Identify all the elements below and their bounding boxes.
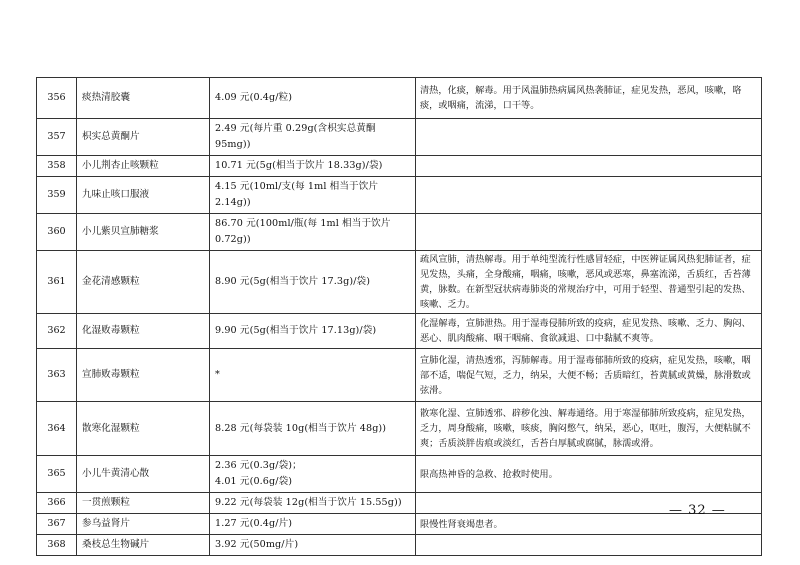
payment-restriction: 化湿解毒，宣肺泄热。用于湿毒侵肺所致的疫病，症见发热、咳嗽、乏力、胸闷、恶心、肌肉酸痛、咽干咽痛、食欲减退、口中黏腻不爽等。 bbox=[416, 314, 762, 349]
table-row bbox=[37, 78, 762, 119]
price-spec: 2.49 元(每片重 0.29g(含枳实总黄酮 95mg)) bbox=[210, 119, 416, 156]
drug-name: 参乌益肾片 bbox=[77, 514, 210, 535]
table-row bbox=[37, 514, 762, 535]
table-row bbox=[37, 214, 762, 251]
payment-restriction bbox=[416, 156, 762, 177]
price-spec: 4.15 元(10ml/支(每 1ml 相当于饮片 2.14g)) bbox=[210, 177, 416, 214]
table-row bbox=[37, 402, 762, 456]
price-spec: 8.28 元(每袋装 10g(相当于饮片 48g)) bbox=[210, 402, 416, 456]
payment-restriction: 宣肺化湿，清热透邪，泻肺解毒。用于湿毒郁肺所致的疫病，症见发热，咳嗽，咽部不适，喘促气短，乏力，纳呆，大便不畅；舌质暗红，苔黄腻或黄燥，脉滑数或弦滑。 bbox=[416, 349, 762, 402]
drug-name: 宣肺败毒颗粒 bbox=[77, 349, 210, 402]
row-number: 368 bbox=[37, 535, 77, 556]
price-spec: 1.27 元(0.4g/片) bbox=[210, 514, 416, 535]
price-spec bbox=[210, 456, 416, 493]
price-spec: 8.90 元(5g(相当于饮片 17.3g)/袋) bbox=[210, 251, 416, 314]
price-line: 2.36 元(0.3g/袋)； bbox=[215, 460, 302, 471]
drug-name: 小儿牛黄清心散 bbox=[77, 456, 210, 493]
drug-name: 小儿紫贝宣肺糖浆 bbox=[77, 214, 210, 251]
row-number: 366 bbox=[37, 493, 77, 514]
price-spec: 3.92 元(50mg/片) bbox=[210, 535, 416, 556]
table-row bbox=[37, 535, 762, 556]
table-row bbox=[37, 314, 762, 349]
table-row bbox=[37, 349, 762, 402]
price-spec: 9.90 元(5g(相当于饮片 17.13g)/袋) bbox=[210, 314, 416, 349]
table-row bbox=[37, 251, 762, 314]
table-row bbox=[37, 493, 762, 514]
price-spec: 10.71 元(5g(相当于饮片 18.33g)/袋) bbox=[210, 156, 416, 177]
table-row bbox=[37, 177, 762, 214]
price-line: 4.01 元(0.6g/袋) bbox=[215, 476, 293, 487]
table-row bbox=[37, 119, 762, 156]
payment-restriction bbox=[416, 214, 762, 251]
row-number: 364 bbox=[37, 402, 77, 456]
drug-name: 金花清感颗粒 bbox=[77, 251, 210, 314]
drug-name: 小儿荆杏止咳颗粒 bbox=[77, 156, 210, 177]
row-number: 356 bbox=[37, 78, 77, 119]
drug-name: 一贯煎颗粒 bbox=[77, 493, 210, 514]
payment-restriction: 清热，化痰，解毒。用于风温肺热病属风热袭肺证，症见发热，恶风，咳嗽，咯痰，或咽痛，流涕，口干等。 bbox=[416, 78, 762, 119]
drug-table bbox=[36, 77, 762, 556]
drug-name: 痰热清胶囊 bbox=[77, 78, 210, 119]
table-row bbox=[37, 156, 762, 177]
price-spec: 86.70 元(100ml/瓶(每 1ml 相当于饮片 0.72g)) bbox=[210, 214, 416, 251]
row-number: 361 bbox=[37, 251, 77, 314]
row-number: 363 bbox=[37, 349, 77, 402]
row-number: 358 bbox=[37, 156, 77, 177]
row-number: 367 bbox=[37, 514, 77, 535]
row-number: 365 bbox=[37, 456, 77, 493]
row-number: 357 bbox=[37, 119, 77, 156]
page-number: — 32 — bbox=[669, 503, 726, 518]
payment-restriction: 限慢性肾衰竭患者。 bbox=[416, 514, 762, 535]
row-number: 362 bbox=[37, 314, 77, 349]
drug-name: 桑枝总生物碱片 bbox=[77, 535, 210, 556]
table-row bbox=[37, 456, 762, 493]
price-spec: * bbox=[210, 349, 416, 402]
drug-name: 枳实总黄酮片 bbox=[77, 119, 210, 156]
payment-restriction: 散寒化湿、宣肺透邪、辟秽化浊、解毒通络。用于寒湿郁肺所致疫病，症见发热，乏力，周身酸痛，咳嗽，咳痰，胸闷憋气，纳呆，恶心，呕吐，腹泻，大便粘腻不爽；舌质淡胖齿痕或淡红，舌苔白厚腻或腐腻，脉濡或滑。 bbox=[416, 402, 762, 456]
payment-restriction: 疏风宣肺，清热解毒。用于单纯型流行性感冒轻症，中医辨证属风热犯肺证者，症见发热，头痛，全身酸痛，咽痛，咳嗽，恶风或恶寒，鼻塞流涕，舌质红，舌苔薄黄，脉数。在新型冠状病毒肺炎的常规治疗中，可用于轻型、普通型引起的发热、咳嗽、乏力。 bbox=[416, 251, 762, 314]
payment-restriction: 限高热神昏的急救、抢救时使用。 bbox=[416, 456, 762, 493]
drug-name: 九味止咳口服液 bbox=[77, 177, 210, 214]
price-spec: 4.09 元(0.4g/粒) bbox=[210, 78, 416, 119]
row-number: 359 bbox=[37, 177, 77, 214]
row-number: 360 bbox=[37, 214, 77, 251]
payment-restriction bbox=[416, 535, 762, 556]
payment-restriction bbox=[416, 119, 762, 156]
payment-restriction bbox=[416, 177, 762, 214]
drug-name: 散寒化湿颗粒 bbox=[77, 402, 210, 456]
price-spec: 9.22 元(每袋装 12g(相当于饮片 15.55g)) bbox=[210, 493, 416, 514]
drug-name: 化湿败毒颗粒 bbox=[77, 314, 210, 349]
